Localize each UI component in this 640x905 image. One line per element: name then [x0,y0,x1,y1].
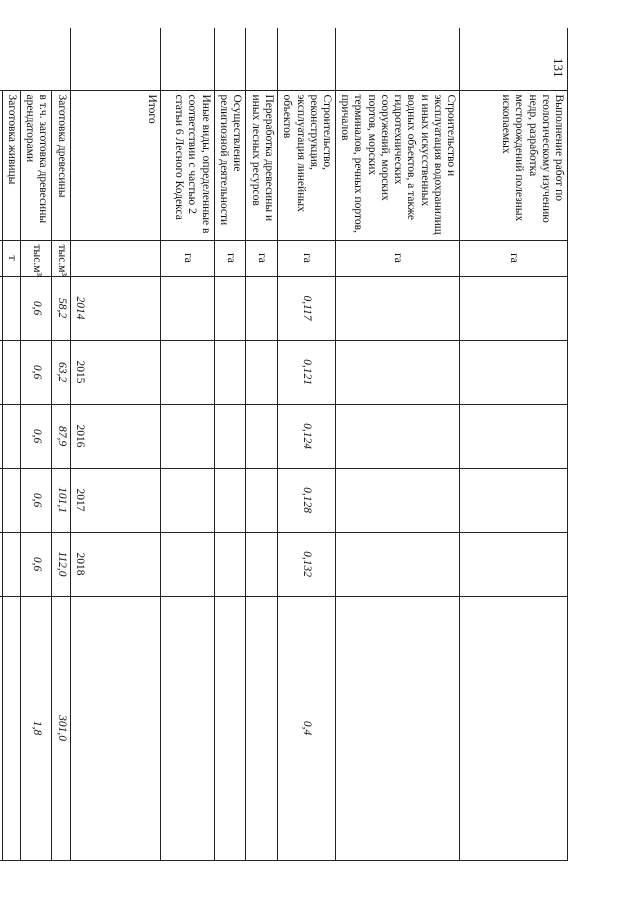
value-cell [2,532,20,596]
value-cell: 0,128 [278,468,336,532]
year-cell: 2017 [70,468,160,532]
table-row [246,28,278,860]
value-cell [0,468,2,532]
year-cell: 2018 [70,532,160,596]
value-cell: 112,0 [52,532,70,596]
value-cell [2,468,20,532]
table-row [214,28,245,860]
value-cell [336,596,460,860]
year-cell: 2014 [70,276,160,340]
value-cell [160,404,214,468]
unit-cell: га [336,240,460,276]
activity-cell: Иные виды, определенные в соответствии с частью 2 статьи 6 Лесного Кодекса [160,90,214,240]
activity-cell [0,90,2,240]
region-cell [246,28,278,90]
region-label [0,28,70,90]
table-row [160,28,214,860]
value-cell [214,532,245,596]
region-cell [70,28,160,90]
value-cell: 0,6 [21,404,52,468]
table-row-total [70,28,160,860]
value-cell: 101,1 [52,468,70,532]
value-cell [460,276,568,340]
value-cell [460,340,568,404]
activity-cell: Выполнение работ по геологическому изучению недр, разработка месторождений полезных ископаемых [460,90,568,240]
value-cell [336,468,460,532]
activity-cell: в т.ч. заготовка древесины арендаторами [21,90,52,240]
value-cell: 87,9 [52,404,70,468]
value-cell: 1,8 [21,596,52,860]
page-number: 131 [551,58,566,78]
region-cell [278,28,336,90]
value-cell: 0,132 [278,532,336,596]
value-cell: 58,2 [52,276,70,340]
value-cell: 63,2 [52,340,70,404]
unit-cell: га [214,240,245,276]
value-cell [214,404,245,468]
value-cell [336,276,460,340]
region-cell [460,28,568,90]
unit-cell: га [278,240,336,276]
value-cell [160,596,214,860]
value-cell [0,340,2,404]
value-cell [246,276,278,340]
region-cell [336,28,460,90]
value-cell [160,532,214,596]
table-row [21,28,52,860]
year-cell: 2015 [70,340,160,404]
value-cell [0,404,2,468]
value-cell: 0,6 [21,340,52,404]
value-cell [214,340,245,404]
unit-cell [0,240,2,276]
value-cell: 0,4 [278,596,336,860]
value-cell: 0,6 [21,276,52,340]
value-cell: 0,117 [278,276,336,340]
value-cell [0,596,2,860]
value-cell [460,596,568,860]
activity-cell: Осуществление религиозной деятельности [214,90,245,240]
value-cell [336,532,460,596]
value-cell [246,404,278,468]
table-row [2,28,20,860]
value-cell [160,340,214,404]
value-cell [214,468,245,532]
value-cell [214,596,245,860]
value-cell [160,468,214,532]
activity-cell: Строительство и эксплуатация водохранилищ и иных искусственных водных объектов, а также гидротехнических сооружений, морских портов, морских терминалов, речных портов, причалов [336,90,460,240]
unit-cell: тыс.м³ [52,240,70,276]
unit-cell: га [246,240,278,276]
value-cell [0,532,2,596]
activity-cell: Заготовка живицы [2,90,20,240]
activity-cell: Заготовка древесины [52,90,70,240]
value-cell: 0,6 [21,532,52,596]
unit-cell: тыс.м³ [21,240,52,276]
value-cell [460,468,568,532]
activity-cell: Строительство, реконструкция, эксплуатация линейных объектов [278,90,336,240]
forestry-volume-table [0,28,568,861]
table-row [52,28,70,860]
value-cell [0,276,2,340]
unit-cell: га [460,240,568,276]
unit-cell: га [160,240,214,276]
table-row [278,28,336,860]
value-cell [246,340,278,404]
activity-cell: Итого [70,90,160,240]
unit-cell: т [2,240,20,276]
value-cell [2,404,20,468]
value-cell [214,276,245,340]
unit-cell [70,240,160,276]
value-cell [70,596,160,860]
value-cell: 0,6 [21,468,52,532]
value-cell: 0,121 [278,340,336,404]
table-row [0,28,2,860]
year-cell: 2016 [70,404,160,468]
value-cell [460,404,568,468]
table-row [460,28,568,860]
value-cell [160,276,214,340]
value-cell [336,404,460,468]
value-cell: 0,124 [278,404,336,468]
region-cell [160,28,214,90]
region-cell [214,28,245,90]
value-cell: 301,0 [52,596,70,860]
value-cell [2,340,20,404]
value-cell [246,596,278,860]
value-cell [246,532,278,596]
value-cell [460,532,568,596]
activity-cell: Переработка древесины и иных лесных ресурсов [246,90,278,240]
table-row [336,28,460,860]
value-cell [2,276,20,340]
value-cell [246,468,278,532]
value-cell [336,340,460,404]
value-cell [2,596,20,860]
rotated-table-container [6,28,568,860]
